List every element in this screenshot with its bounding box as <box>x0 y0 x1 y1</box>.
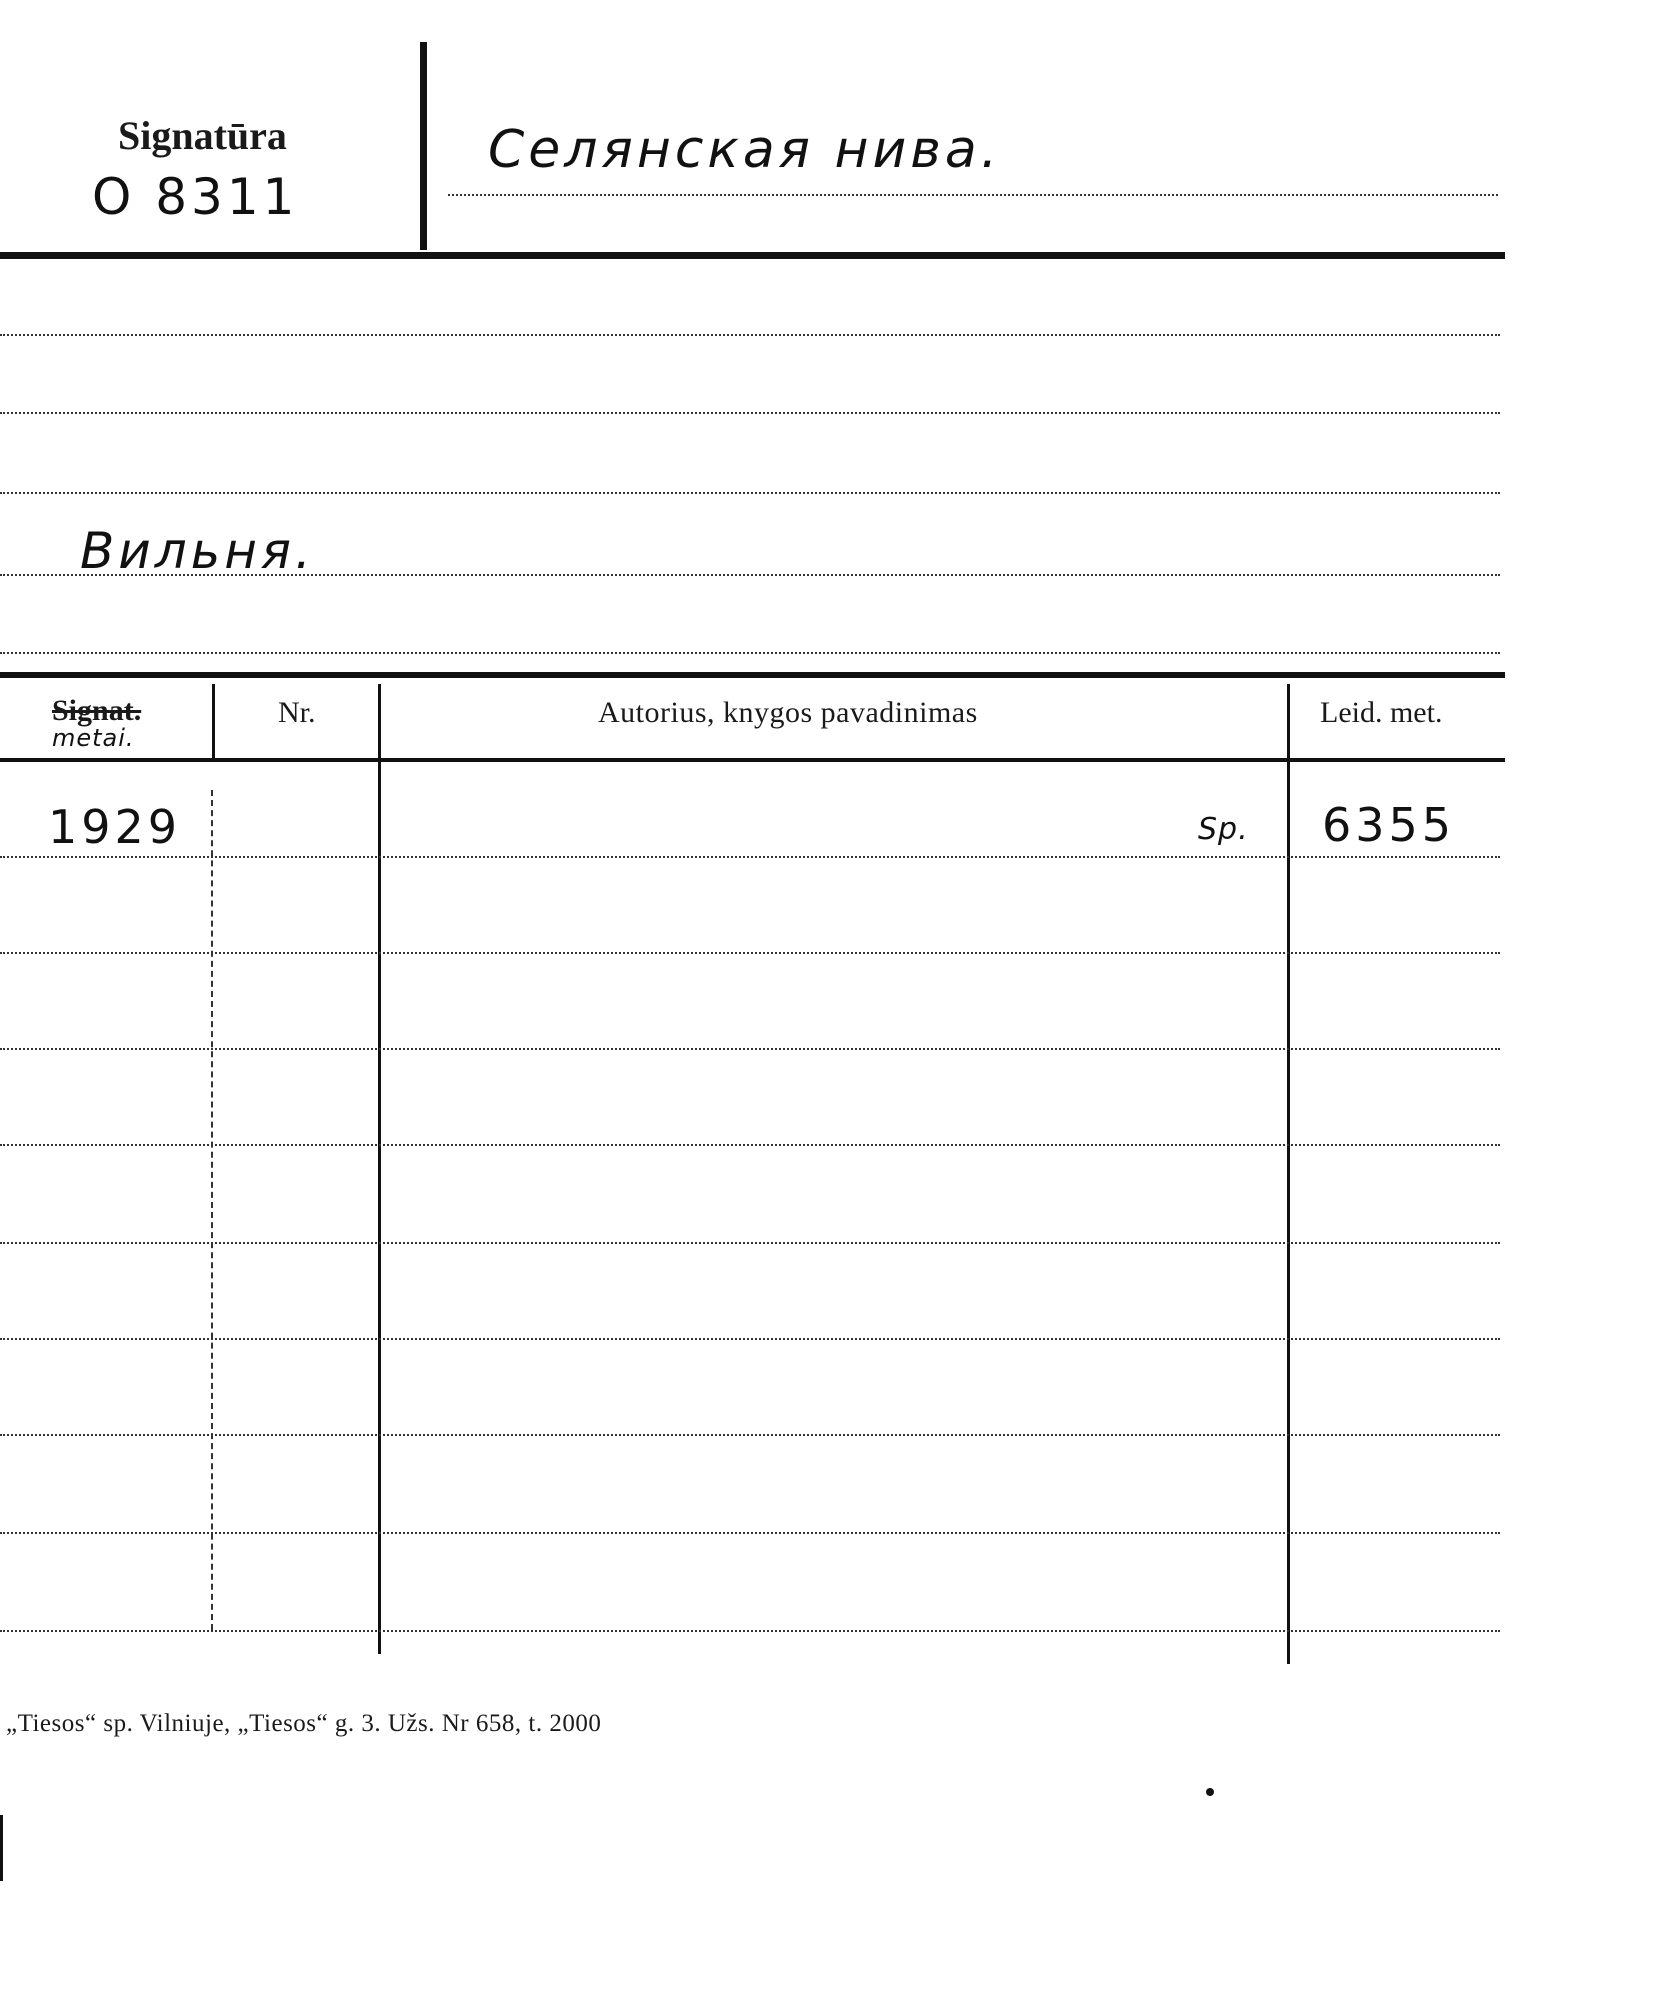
col1-header-written: metai. <box>52 724 135 752</box>
table-row-line-7 <box>0 1434 1500 1436</box>
printer-footer: „Tiesos“ sp. Vilniuje, „Tiesos“ g. 3. Užs. Nr 658, t. 2000 <box>6 1710 602 1737</box>
col4-header: Leid. met. <box>1320 696 1443 729</box>
table-row-line-2 <box>0 952 1500 954</box>
title-underline <box>448 194 1498 196</box>
col-divider-1 <box>212 684 215 758</box>
table-row-line-3 <box>0 1048 1500 1050</box>
card-title: Селянская нива. <box>488 120 1002 180</box>
place-name: Вильня. <box>80 522 315 580</box>
table-row-line-9 <box>0 1630 1500 1632</box>
table-row-line-1 <box>0 856 1500 858</box>
ink-dot <box>1206 1788 1214 1796</box>
edge-mark <box>0 1815 3 1881</box>
row1-sp: Sp. <box>1198 812 1249 847</box>
signature-label: Signatūra <box>118 113 287 158</box>
table-header-rule <box>0 758 1505 762</box>
col-divider-1-body <box>211 790 213 1630</box>
blank-line-4 <box>0 652 1500 654</box>
table-row-line-4 <box>0 1144 1500 1146</box>
blank-line-3 <box>0 492 1500 494</box>
table-row-line-8 <box>0 1532 1500 1534</box>
col-divider-2 <box>378 684 381 1654</box>
header-rule <box>0 252 1505 259</box>
header-divider <box>420 42 427 250</box>
col1-header-struck: Signat. <box>52 694 142 727</box>
table-top-rule <box>0 672 1505 678</box>
row1-number: 6355 <box>1322 798 1456 852</box>
col3-header: Autorius, knygos pavadinimas <box>598 696 978 729</box>
blank-line-2 <box>0 412 1500 414</box>
signature-value: O 8311 <box>92 168 299 226</box>
row1-year: 1929 <box>48 800 182 854</box>
col2-header: Nr. <box>278 696 316 729</box>
table-row-line-5 <box>0 1242 1500 1244</box>
blank-line-1 <box>0 334 1500 336</box>
col-divider-3 <box>1287 684 1290 1664</box>
place-underline <box>0 574 1500 576</box>
table-row-line-6 <box>0 1338 1500 1340</box>
